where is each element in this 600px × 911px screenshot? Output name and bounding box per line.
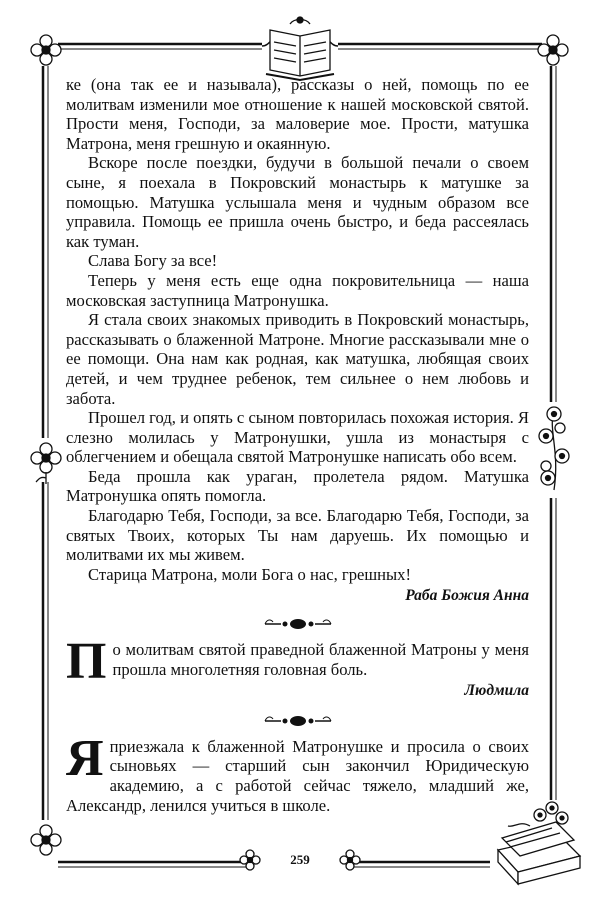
signature: Людмила xyxy=(464,682,529,700)
paragraph: Теперь у меня есть еще одна покровительница — наша московская заступница Матронушка. xyxy=(66,270,529,310)
signature: Раба Божия Анна xyxy=(405,587,529,605)
paragraph: приезжала к блаженной Матронушке и просила о своих сыновьях — старший сын закончил Юридическую академию, а с работой сейчас тяжело, младший же, Александр, ленился учиться в школе. xyxy=(66,736,529,815)
story-ludmila xyxy=(66,633,529,701)
page-body xyxy=(66,75,529,815)
story-sons xyxy=(66,729,529,815)
paragraph: Благодарю Тебя, Господи, за все. Благодарю Тебя, Господи, за святых Твоих, которых Ты нам даруешь. Их помощью и молитвами их мы живем. xyxy=(66,506,529,565)
paragraph: о молитвам святой праведной блаженной Матроны у меня прошла многолетняя головная боль. xyxy=(112,640,529,679)
drop-cap: П xyxy=(66,633,107,691)
paragraph: Старица Матрона, моли Бога о нас, грешных! xyxy=(88,564,412,584)
paragraph: Я стала своих знакомых приводить в Покровский монастырь, рассказывать о блаженной Матроне. Многие рассказывали мне о ее помощи. Она нам как родная, как матушка, любящая своих детей, и чем труднее ребенок, тем сильнее о нем любовь и забота. xyxy=(66,310,529,408)
divider-ornament-icon xyxy=(263,616,333,632)
drop-cap: Я xyxy=(66,729,104,787)
paragraph: Слава Богу за все! xyxy=(88,251,218,271)
paragraph: ке (она так ее и называла), рассказы о ней, помощь по ее молитвам изменили мое отношение к нашей московской святой. Прости меня, Господи, за маловерие мое. Прости, матушка Матрона, меня грешную и окаянную. xyxy=(66,75,529,153)
paragraph: Вскоре после поездки, будучи в большой печали о своем сыне, я поехала в Покровский монастырь к матушке за помощью. Матушка услышала меня и чудным образом все управила. Помощь ее пришла очень быстро, и беда рассеялась как туман. xyxy=(66,153,529,251)
paragraph: Беда прошла как ураган, пролетела рядом. Матушка Матронушка опять помогла. xyxy=(66,466,529,506)
page-number: 259 xyxy=(290,852,310,867)
paragraph: Прошел год, и опять с сыном повторилась похожая история. Я слезно молилась у Матронушки, ушла из монастыря с облегчением и обещала святой Матронушке написать обо всем. xyxy=(66,408,529,467)
divider-ornament-icon xyxy=(263,713,333,729)
story-anna xyxy=(66,75,529,606)
book-ornament-icon xyxy=(266,17,334,80)
